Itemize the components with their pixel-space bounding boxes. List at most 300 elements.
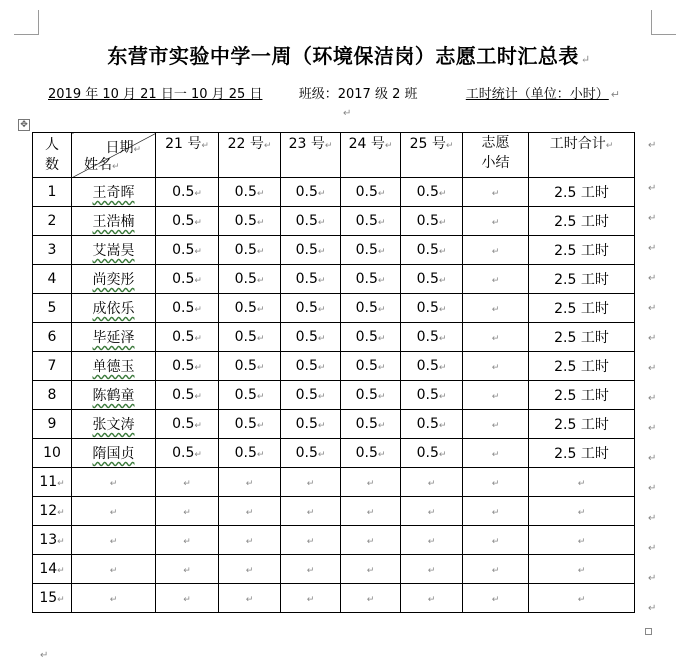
student-name[interactable]: 张文涛 [72, 410, 156, 439]
hours-cell[interactable] [341, 555, 401, 584]
hours-cell[interactable]: 0.5↵ [156, 410, 219, 439]
student-name[interactable] [72, 468, 156, 497]
summary-cell[interactable] [463, 555, 529, 584]
cell-end-mark-icon: ↵ [256, 218, 265, 228]
cell-end-mark-icon: ↵ [245, 566, 254, 576]
row-number[interactable]: 15↵ [33, 584, 72, 613]
total-cell[interactable] [529, 497, 635, 526]
cell-end-mark-icon: ↵ [377, 363, 386, 373]
summary-cell[interactable] [463, 178, 529, 207]
table-row [33, 294, 635, 323]
header-day-24[interactable]: 24 号↵ [341, 133, 401, 178]
cell-end-mark-icon: ↵ [256, 450, 265, 460]
cell-end-mark-icon: ↵ [183, 537, 191, 547]
cell-end-mark-icon: ↵ [194, 218, 202, 228]
table-row [33, 439, 635, 468]
row-end-mark-icon: ↵ [648, 183, 657, 194]
hours-cell[interactable] [156, 526, 219, 555]
hours-cell[interactable]: 0.5↵ [401, 439, 463, 468]
hours-cell[interactable] [219, 584, 281, 613]
hours-cell[interactable]: 0.5↵ [281, 207, 341, 236]
cell-end-mark-icon: ↵ [306, 566, 315, 576]
cell-end-mark-icon: ↵ [245, 537, 254, 547]
hours-cell[interactable] [341, 497, 401, 526]
hours-cell[interactable] [281, 584, 341, 613]
cell-end-mark-icon: ↵ [256, 247, 265, 257]
total-cell[interactable] [529, 468, 635, 497]
cell-end-mark-icon: ↵ [317, 305, 326, 315]
hours-cell[interactable]: 0.5↵ [401, 236, 463, 265]
hours-cell[interactable]: 0.5↵ [219, 323, 281, 352]
summary-cell[interactable] [463, 323, 529, 352]
hours-cell[interactable] [401, 584, 463, 613]
total-cell[interactable] [529, 526, 635, 555]
hours-cell[interactable]: 0.5↵ [219, 207, 281, 236]
hours-cell[interactable]: 0.5↵ [219, 178, 281, 207]
cell-end-mark-icon: ↵ [366, 566, 375, 576]
row-number[interactable]: 4 [33, 265, 72, 294]
row-end-mark-icon: ↵ [648, 273, 657, 284]
cell-end-mark-icon: ↵ [438, 421, 447, 431]
cell-end-mark-icon: ↵ [491, 189, 500, 199]
hours-cell[interactable]: 0.5↵ [219, 439, 281, 468]
cell-end-mark-icon: ↵ [109, 566, 118, 576]
hours-cell[interactable]: 0.5↵ [156, 323, 219, 352]
table-row [33, 555, 635, 584]
cell-end-mark-icon: ↵ [366, 479, 375, 489]
cell-end-mark-icon: ↵ [377, 334, 386, 344]
cell-end-mark-icon: ↵ [194, 189, 202, 199]
hours-cell[interactable] [281, 497, 341, 526]
cell-end-mark-icon: ↵ [317, 392, 326, 402]
student-name[interactable] [72, 584, 156, 613]
cell-end-mark-icon: ↵ [256, 363, 265, 373]
total-cell[interactable]: 2.5 工时 [529, 352, 635, 381]
cell-end-mark-icon: ↵ [256, 392, 265, 402]
hours-cell[interactable]: 0.5↵ [341, 178, 401, 207]
hours-cell[interactable] [156, 584, 219, 613]
student-name[interactable] [72, 555, 156, 584]
row-end-mark-icon: ↵ [648, 423, 657, 434]
hours-cell[interactable]: 0.5↵ [341, 294, 401, 323]
hours-cell[interactable]: 0.5↵ [341, 352, 401, 381]
hours-cell[interactable]: 0.5↵ [219, 236, 281, 265]
total-cell[interactable]: 2.5 工时 [529, 178, 635, 207]
crop-mark-top-left-v [38, 10, 39, 35]
cell-end-mark-icon: ↵ [377, 218, 386, 228]
cell-end-mark-icon: ↵ [194, 247, 202, 257]
row-end-mark-icon: ↵ [648, 140, 657, 151]
hours-cell[interactable]: 0.5↵ [219, 410, 281, 439]
cell-end-mark-icon: ↵ [256, 276, 265, 286]
cell-end-mark-icon: ↵ [317, 276, 326, 286]
row-number[interactable]: 14↵ [33, 555, 72, 584]
hours-cell[interactable]: 0.5↵ [156, 352, 219, 381]
cell-end-mark-icon: ↵ [57, 566, 65, 576]
table-row [33, 352, 635, 381]
header-day-25[interactable]: 25 号↵ [401, 133, 463, 178]
paragraph-mark-icon: ↵ [343, 108, 352, 119]
cell-end-mark-icon: ↵ [256, 189, 265, 199]
student-name[interactable]: 陈鹤童 [72, 381, 156, 410]
cell-end-mark-icon: ↵ [438, 450, 447, 460]
total-cell[interactable]: 2.5 工时 [529, 381, 635, 410]
table-row [33, 497, 635, 526]
cell-end-mark-icon: ↵ [438, 305, 447, 315]
summary-cell[interactable] [463, 207, 529, 236]
student-name[interactable]: 隋国贞 [72, 439, 156, 468]
student-name[interactable]: 尚奕彤 [72, 265, 156, 294]
cell-end-mark-icon: ↵ [491, 392, 500, 402]
paragraph-mark-icon: ↵ [580, 53, 591, 66]
hours-cell[interactable]: 0.5↵ [219, 381, 281, 410]
cell-end-mark-icon: ↵ [194, 305, 202, 315]
summary-cell[interactable] [463, 352, 529, 381]
cell-end-mark-icon: ↵ [57, 595, 65, 605]
cell-end-mark-icon: ↵ [377, 189, 386, 199]
cell-end-mark-icon: ↵ [57, 508, 65, 518]
hours-cell[interactable] [219, 468, 281, 497]
header-volunteer-summary[interactable]: 志愿小结 [463, 133, 529, 178]
table-row [33, 236, 635, 265]
header-day-23[interactable]: 23 号↵ [281, 133, 341, 178]
row-number[interactable]: 6 [33, 323, 72, 352]
cell-end-mark-icon: ↵ [377, 421, 386, 431]
cell-end-mark-icon: ↵ [438, 334, 447, 344]
hours-cell[interactable] [401, 468, 463, 497]
cell-end-mark-icon: ↵ [317, 421, 326, 431]
hours-cell[interactable] [401, 497, 463, 526]
student-name[interactable] [72, 526, 156, 555]
cell-end-mark-icon: ↵ [377, 450, 386, 460]
crop-mark-top-right-h [652, 34, 676, 35]
hours-cell[interactable]: 0.5↵ [156, 439, 219, 468]
cell-end-mark-icon: ↵ [427, 508, 436, 518]
cell-end-mark-icon: ↵ [438, 189, 447, 199]
header-index-label: 人数 [45, 137, 59, 173]
date-range: 2019 年 10 月 21 日一 10 月 25 日 [48, 87, 263, 102]
hours-cell[interactable]: 0.5↵ [341, 323, 401, 352]
cell-end-mark-icon: ↵ [109, 595, 118, 605]
cell-end-mark-icon: ↵ [366, 508, 375, 518]
crop-mark-top-right-v [651, 10, 652, 35]
hours-cell[interactable]: 0.5↵ [401, 352, 463, 381]
hours-cell[interactable]: 0.5↵ [219, 352, 281, 381]
hours-cell[interactable]: 0.5↵ [341, 439, 401, 468]
stat-info: 工时统计（单位：小时） [465, 87, 609, 102]
header-total[interactable]: 工时合计↵ [529, 133, 635, 178]
hours-cell[interactable]: 0.5↵ [156, 265, 219, 294]
summary-cell[interactable] [463, 584, 529, 613]
row-number[interactable]: 7 [33, 352, 72, 381]
table-row [33, 323, 635, 352]
cell-end-mark-icon: ↵ [491, 537, 500, 547]
hours-cell[interactable]: 0.5↵ [156, 207, 219, 236]
row-end-mark-icon: ↵ [648, 603, 657, 614]
hours-table [32, 132, 635, 613]
cell-end-mark-icon: ↵ [317, 363, 326, 373]
cell-end-mark-icon: ↵ [317, 189, 326, 199]
table-row [33, 265, 635, 294]
cell-end-mark-icon: ↵ [491, 479, 500, 489]
hours-cell[interactable]: 0.5↵ [219, 265, 281, 294]
cell-end-mark-icon: ↵ [491, 363, 500, 373]
hours-cell[interactable] [156, 468, 219, 497]
cell-end-mark-icon: ↵ [109, 479, 118, 489]
hours-cell[interactable] [156, 497, 219, 526]
table-row [33, 526, 635, 555]
hours-cell[interactable]: 0.5↵ [156, 381, 219, 410]
hours-cell[interactable]: 0.5↵ [281, 439, 341, 468]
cell-end-mark-icon: ↵ [306, 479, 315, 489]
cell-end-mark-icon: ↵ [194, 334, 202, 344]
class-info: 班级：2017 级 2 班 [298, 87, 418, 102]
hours-cell[interactable] [219, 497, 281, 526]
cell-end-mark-icon: ↵ [427, 566, 436, 576]
hours-cell[interactable]: 0.5↵ [401, 381, 463, 410]
row-end-mark-icon: ↵ [648, 573, 657, 584]
student-name[interactable]: 单德玉 [72, 352, 156, 381]
cell-end-mark-icon: ↵ [109, 537, 118, 547]
row-number[interactable]: 12↵ [33, 497, 72, 526]
hours-cell[interactable]: 0.5↵ [341, 265, 401, 294]
cell-end-mark-icon: ↵ [427, 595, 436, 605]
row-end-mark-icon: ↵ [648, 513, 657, 524]
table-header-row [33, 133, 635, 178]
cell-end-mark-icon: ↵ [194, 421, 202, 431]
cell-end-mark-icon: ↵ [438, 363, 447, 373]
table-row [33, 207, 635, 236]
cell-end-mark-icon: ↵ [377, 276, 386, 286]
row-end-mark-icon: ↵ [648, 393, 657, 404]
hours-cell[interactable]: 0.5↵ [401, 265, 463, 294]
cell-end-mark-icon: ↵ [317, 247, 326, 257]
cell-end-mark-icon: ↵ [183, 479, 191, 489]
cell-end-mark-icon: ↵ [366, 537, 375, 547]
cell-end-mark-icon: ↵ [438, 218, 447, 228]
summary-cell[interactable] [463, 294, 529, 323]
hours-cell[interactable]: 0.5↵ [341, 236, 401, 265]
cell-end-mark-icon: ↵ [256, 305, 265, 315]
cell-end-mark-icon: ↵ [57, 537, 65, 547]
hours-cell[interactable]: 0.5↵ [341, 410, 401, 439]
student-name[interactable]: 艾嵩昊 [72, 236, 156, 265]
hours-cell[interactable]: 0.5↵ [401, 207, 463, 236]
hours-cell[interactable]: 0.5↵ [401, 294, 463, 323]
total-cell[interactable]: 2.5 工时 [529, 323, 635, 352]
hours-cell[interactable]: 0.5↵ [156, 178, 219, 207]
hours-cell[interactable]: 0.5↵ [281, 410, 341, 439]
crop-mark-top-left-h [14, 34, 38, 35]
header-day-21[interactable]: 21 号↵ [156, 133, 219, 178]
cell-end-mark-icon: ↵ [194, 276, 202, 286]
hours-cell[interactable]: 0.5↵ [219, 294, 281, 323]
cell-end-mark-icon: ↵ [245, 479, 254, 489]
cell-end-mark-icon: ↵ [256, 421, 265, 431]
summary-cell[interactable] [463, 468, 529, 497]
hours-cell[interactable] [401, 555, 463, 584]
cell-end-mark-icon: ↵ [577, 566, 586, 576]
cell-end-mark-icon: ↵ [194, 450, 202, 460]
table-move-handle-icon[interactable]: ✥ [18, 119, 30, 131]
total-cell[interactable] [529, 555, 635, 584]
row-end-mark-icon: ↵ [648, 243, 657, 254]
cell-end-mark-icon: ↵ [306, 537, 315, 547]
total-cell[interactable]: 2.5 工时 [529, 439, 635, 468]
hours-cell[interactable]: 0.5↵ [281, 236, 341, 265]
cell-end-mark-icon: ↵ [245, 595, 254, 605]
hours-cell[interactable]: 0.5↵ [156, 236, 219, 265]
table-row [33, 468, 635, 497]
summary-cell[interactable] [463, 497, 529, 526]
document-title[interactable] [0, 40, 698, 69]
cell-end-mark-icon: ↵ [377, 247, 386, 257]
cell-end-mark-icon: ↵ [183, 566, 191, 576]
student-name[interactable] [72, 497, 156, 526]
cell-end-mark-icon: ↵ [57, 479, 65, 489]
cell-end-mark-icon: ↵ [194, 392, 202, 402]
summary-cell[interactable] [463, 526, 529, 555]
summary-cell[interactable] [463, 236, 529, 265]
hours-cell[interactable] [401, 526, 463, 555]
cell-end-mark-icon: ↵ [438, 276, 447, 286]
row-number[interactable]: 8 [33, 381, 72, 410]
cell-end-mark-icon: ↵ [491, 421, 500, 431]
summary-cell[interactable] [463, 381, 529, 410]
cell-end-mark-icon: ↵ [577, 479, 586, 489]
hours-cell[interactable]: 0.5↵ [281, 178, 341, 207]
total-cell[interactable]: 2.5 工时 [529, 265, 635, 294]
cell-end-mark-icon: ↵ [427, 479, 436, 489]
row-end-mark-icon: ↵ [648, 453, 657, 464]
header-index[interactable] [33, 133, 72, 178]
cell-end-mark-icon: ↵ [577, 595, 586, 605]
hours-cell[interactable]: 0.5↵ [281, 294, 341, 323]
cell-end-mark-icon: ↵ [245, 508, 254, 518]
row-end-mark-icon: ↵ [648, 303, 657, 314]
row-number[interactable]: 13↵ [33, 526, 72, 555]
total-cell[interactable] [529, 584, 635, 613]
hours-cell[interactable]: 0.5↵ [401, 323, 463, 352]
header-day-22[interactable]: 22 号↵ [219, 133, 281, 178]
summary-cell[interactable] [463, 439, 529, 468]
cell-end-mark-icon: ↵ [183, 595, 191, 605]
hours-cell[interactable] [341, 468, 401, 497]
cell-end-mark-icon: ↵ [491, 334, 500, 344]
hours-cell[interactable]: 0.5↵ [281, 323, 341, 352]
cell-end-mark-icon: ↵ [491, 450, 500, 460]
row-number[interactable]: 3 [33, 236, 72, 265]
student-name[interactable]: 毕延泽 [72, 323, 156, 352]
cell-end-mark-icon: ↵ [256, 334, 265, 344]
hours-cell[interactable]: 0.5↵ [341, 381, 401, 410]
total-cell[interactable]: 2.5 工时 [529, 294, 635, 323]
paragraph-mark-icon: ↵ [40, 650, 49, 661]
hours-cell[interactable] [156, 555, 219, 584]
hours-cell[interactable]: 0.5↵ [156, 294, 219, 323]
hours-cell[interactable]: 0.5↵ [401, 410, 463, 439]
cell-end-mark-icon: ↵ [438, 247, 447, 257]
header-diagonal-cell[interactable] [72, 133, 156, 178]
cell-end-mark-icon: ↵ [577, 537, 586, 547]
row-end-mark-icon: ↵ [648, 333, 657, 344]
total-cell[interactable]: 2.5 工时 [529, 236, 635, 265]
hours-cell[interactable] [281, 526, 341, 555]
table-resize-handle-icon[interactable] [645, 628, 652, 635]
row-end-mark-icon: ↵ [648, 363, 657, 374]
cell-end-mark-icon: ↵ [317, 218, 326, 228]
hours-cell[interactable]: 0.5↵ [281, 265, 341, 294]
row-end-mark-icon: ↵ [648, 483, 657, 494]
hours-cell[interactable] [341, 526, 401, 555]
row-number[interactable]: 5 [33, 294, 72, 323]
cell-end-mark-icon: ↵ [366, 595, 375, 605]
row-number[interactable]: 10 [33, 439, 72, 468]
cell-end-mark-icon: ↵ [317, 450, 326, 460]
hours-cell[interactable] [219, 555, 281, 584]
hours-cell[interactable]: 0.5↵ [281, 381, 341, 410]
cell-end-mark-icon: ↵ [491, 247, 500, 257]
hours-cell[interactable]: 0.5↵ [401, 178, 463, 207]
cell-end-mark-icon: ↵ [317, 334, 326, 344]
header-date-label: 日期↵ [105, 140, 141, 156]
hours-cell[interactable]: 0.5↵ [281, 352, 341, 381]
cell-end-mark-icon: ↵ [306, 508, 315, 518]
cell-end-mark-icon: ↵ [577, 508, 586, 518]
cell-end-mark-icon: ↵ [491, 566, 500, 576]
title-text: 东营市实验中学一周（环境保洁岗）志愿工时汇总表 [107, 44, 579, 68]
cell-end-mark-icon: ↵ [438, 392, 447, 402]
cell-end-mark-icon: ↵ [183, 508, 191, 518]
cell-end-mark-icon: ↵ [109, 508, 118, 518]
row-number[interactable]: 11↵ [33, 468, 72, 497]
cell-end-mark-icon: ↵ [491, 276, 500, 286]
cell-end-mark-icon: ↵ [194, 363, 202, 373]
row-number[interactable]: 9 [33, 410, 72, 439]
cell-end-mark-icon: ↵ [491, 508, 500, 518]
row-number[interactable]: 1 [33, 178, 72, 207]
student-name[interactable]: 王浩楠 [72, 207, 156, 236]
row-number[interactable]: 2 [33, 207, 72, 236]
hours-cell[interactable] [281, 468, 341, 497]
cell-end-mark-icon: ↵ [377, 392, 386, 402]
table-row [33, 410, 635, 439]
paragraph-mark-icon: ↵ [610, 88, 621, 101]
row-end-mark-icon: ↵ [648, 543, 657, 554]
summary-cell[interactable] [463, 265, 529, 294]
student-name[interactable]: 成依乐 [72, 294, 156, 323]
cell-end-mark-icon: ↵ [491, 305, 500, 315]
hours-cell[interactable] [219, 526, 281, 555]
total-cell[interactable]: 2.5 工时 [529, 410, 635, 439]
document-subtitle[interactable] [48, 83, 620, 102]
cell-end-mark-icon: ↵ [306, 595, 315, 605]
hours-cell[interactable]: 0.5↵ [341, 207, 401, 236]
cell-end-mark-icon: ↵ [377, 305, 386, 315]
cell-end-mark-icon: ↵ [427, 537, 436, 547]
cell-end-mark-icon: ↵ [491, 595, 500, 605]
hours-cell[interactable] [281, 555, 341, 584]
summary-cell[interactable] [463, 410, 529, 439]
table-row [33, 381, 635, 410]
row-end-mark-icon: ↵ [648, 213, 657, 224]
header-name-label: 姓名↵ [84, 157, 120, 173]
cell-end-mark-icon: ↵ [491, 218, 500, 228]
total-cell[interactable]: 2.5 工时 [529, 207, 635, 236]
student-name[interactable]: 王奇晖 [72, 178, 156, 207]
hours-cell[interactable] [341, 584, 401, 613]
table-row [33, 178, 635, 207]
